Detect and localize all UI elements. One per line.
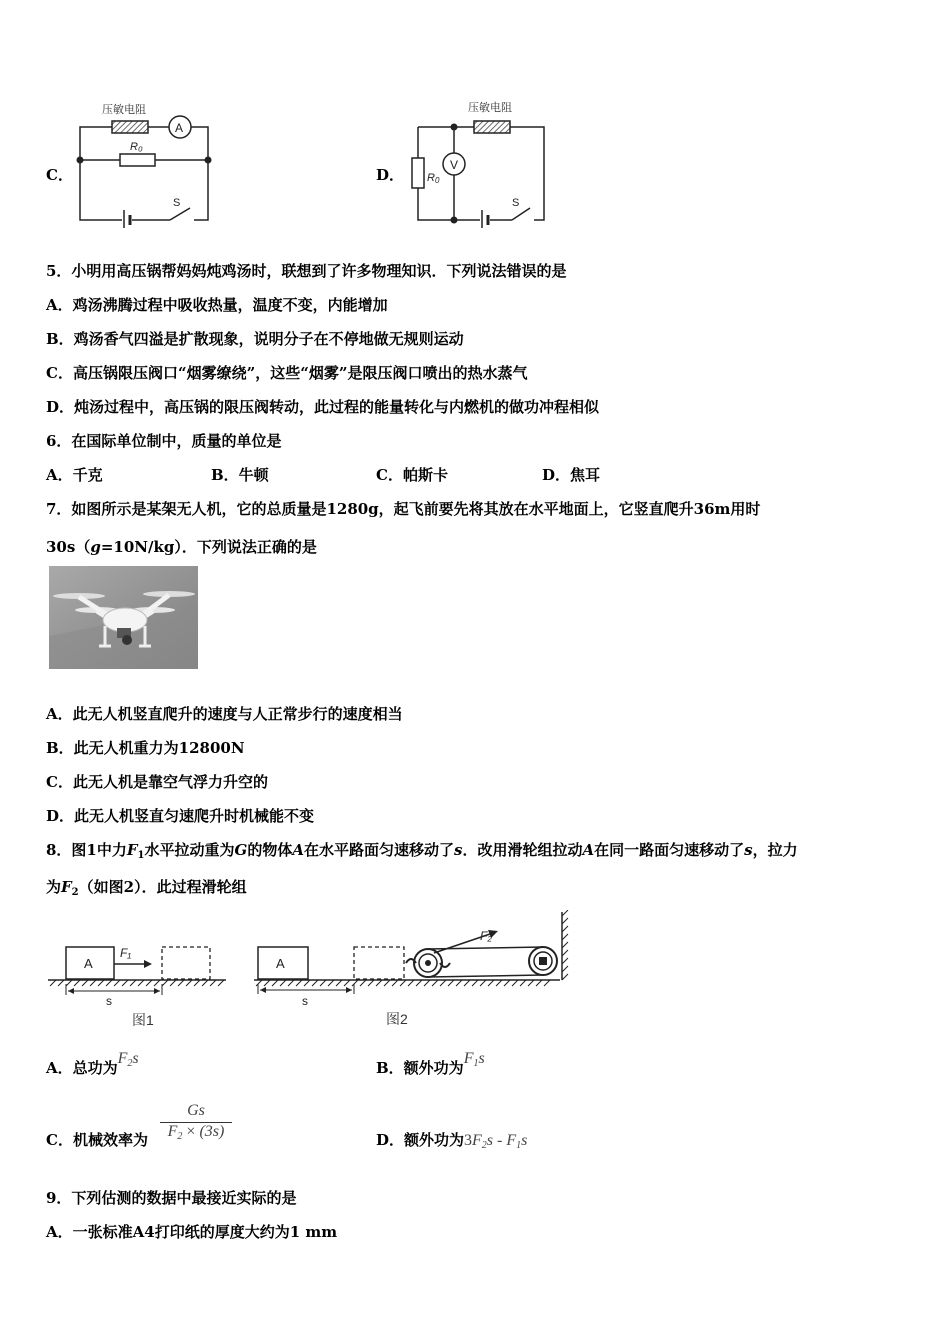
q7-stem-line2: 30s（g=10N/kg）．下列说法正确的是: [46, 538, 317, 556]
distance-label-fig1: s: [106, 994, 112, 1008]
q9-option-a: A．一张标准A4打印纸的厚度大约为1 mm: [46, 1223, 338, 1241]
switch-c: [170, 208, 190, 220]
block-a-final-fig1: [162, 947, 210, 979]
q8-option-d: D．额外功为$3F_2s - F_1s$: [376, 1131, 528, 1151]
switch-d: [512, 208, 530, 220]
q6-option-c: C．帕斯卡: [376, 466, 448, 484]
ammeter-label-c: A: [175, 121, 184, 135]
q6-stem: 6．在国际单位制中，质量的单位是: [46, 432, 282, 450]
q4-circuit-c: [70, 98, 220, 228]
r0-resistor-c: [120, 154, 155, 166]
r0-label-d: R0: [427, 172, 440, 185]
q4-circuit-d: [400, 96, 555, 228]
q8-stem-line1: 8．图1中力$F_1$水平拉动重为G的物体A在水平路面匀速移动了s．改用滑轮组拉动A在同一路面匀速移动了s，拉力: [46, 841, 798, 861]
fig1-caption: 图1: [132, 1012, 154, 1028]
q7-option-b: B．此无人机重力为12800N: [46, 739, 245, 757]
efficiency-denominator: $F_2 \times (3s)$: [167, 1123, 225, 1142]
drone-photo: [49, 566, 198, 669]
block-a-label-fig2: A: [276, 956, 285, 971]
q7-option-d: D．此无人机竖直匀速爬升时机械能不变: [46, 807, 315, 825]
switch-label-d: S: [512, 197, 520, 209]
efficiency-numerator: Gs: [160, 1102, 232, 1123]
q4-option-c-label: C．: [46, 166, 73, 184]
q5-option-d: D．炖汤过程中，高压锅的限压阀转动，此过程的能量转化与内燃机的做功冲程相似: [46, 398, 600, 416]
q5-option-b: B．鸡汤香气四溢是扩散现象，说明分子在不停地做无规则运动: [46, 330, 464, 348]
fig2-caption: 图2: [386, 1011, 408, 1027]
pressure-resistor-d: [474, 121, 510, 133]
q8-option-a: A．总功为$F_2s$: [46, 1050, 139, 1077]
sensor-label-d: 压敏电阻: [468, 102, 512, 114]
sensor-label-c: 压敏电阻: [102, 104, 146, 116]
q8-option-c: C．机械效率为: [46, 1131, 148, 1149]
force-f1-label: F₁: [120, 946, 132, 960]
q4-option-d-label: D．: [376, 166, 405, 184]
q7-option-a: A．此无人机竖直爬升的速度与人正常步行的速度相当: [46, 705, 403, 723]
q5-option-c: C．高压锅限压阀口“烟雾缭绕”，这些“烟雾”是限压阀口喷出的热水蒸气: [46, 364, 528, 382]
efficiency-fraction: [160, 1102, 232, 1142]
r0-label-c: R₀: [130, 141, 143, 153]
q9-stem: 9．下列估测的数据中最接近实际的是: [46, 1189, 297, 1207]
pressure-resistor-c: [112, 121, 148, 133]
q8-stem-line2: 为$F_2$（如图2）．此过程滑轮组: [46, 878, 247, 898]
camera-icon: [122, 635, 132, 645]
q7-stem-line1: 7．如图所示是某架无人机，它的总质量是1280g，起飞前要先将其放在水平地面上，它竖直爬升36m用时: [46, 500, 761, 518]
q8-figure-1: [48, 935, 230, 1030]
voltmeter-label-d: V: [450, 158, 459, 172]
q6-option-b: B．牛顿: [211, 466, 269, 484]
q5-stem: 5．小明用高压锅帮妈妈炖鸡汤时，联想到了许多物理知识．下列说法错误的是: [46, 262, 567, 280]
distance-label-fig2: s: [302, 994, 308, 1008]
q8-option-b: B．额外功为$F_1s$: [376, 1050, 485, 1077]
switch-label-c: S: [173, 197, 181, 209]
r0-resistor-d: [412, 158, 424, 188]
q8-figure-2: [254, 910, 574, 1032]
q6-option-a: A．千克: [46, 466, 103, 484]
block-a-final-fig2: [354, 947, 404, 979]
q6-option-d: D．焦耳: [542, 466, 601, 484]
block-a-label-fig1: A: [84, 956, 93, 971]
q7-option-c: C．此无人机是靠空气浮力升空的: [46, 773, 268, 791]
force-f2-label: F₂: [480, 929, 492, 943]
q5-option-a: A．鸡汤沸腾过程中吸收热量，温度不变，内能增加: [46, 296, 388, 314]
